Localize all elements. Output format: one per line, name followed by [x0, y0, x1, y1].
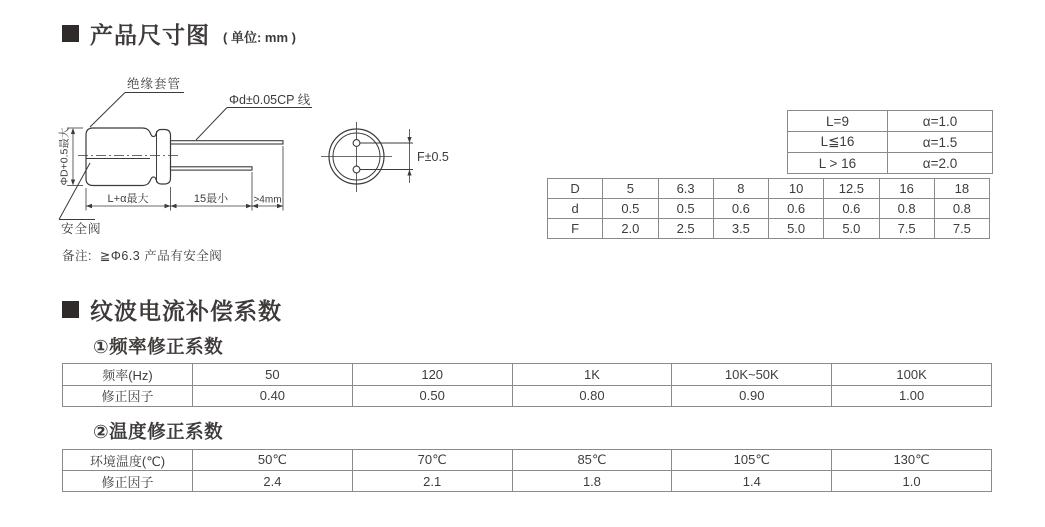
table-cell: α=1.0 — [888, 111, 993, 132]
table-cell: 0.8 — [879, 199, 934, 219]
section-dimensions-header — [62, 17, 296, 50]
temperature-subsection-title: ②温度修正系数 — [93, 421, 224, 442]
table-cell: 环境温度(℃) — [63, 450, 193, 471]
table-cell: 85℃ — [512, 450, 672, 471]
table-row — [63, 385, 992, 407]
table-row — [548, 179, 990, 199]
table-row — [63, 364, 992, 386]
table-cell: L > 16 — [788, 153, 888, 174]
table-cell: 5 — [603, 179, 658, 199]
table-row — [548, 199, 990, 219]
temperature-correction-table — [62, 449, 992, 492]
table-cell: 12.5 — [824, 179, 879, 199]
table-cell: 0.8 — [934, 199, 989, 219]
table-cell: 2.0 — [603, 219, 658, 239]
capacitor-dimension-drawing — [35, 68, 465, 268]
table-cell: 7.5 — [879, 219, 934, 239]
end-view — [321, 122, 413, 192]
table-cell: 1.4 — [672, 471, 832, 492]
body-diameter-label: ΦD+0.5最大 — [58, 127, 71, 186]
section-dimensions-unit: ( 单位: mm ) — [223, 30, 296, 45]
section-bullet-square — [62, 301, 79, 318]
table-cell: 10K~50K — [672, 364, 832, 386]
section-ripple-title: 纹波电流补偿系数 — [90, 298, 282, 324]
table-cell: 105℃ — [672, 450, 832, 471]
top-lead — [171, 141, 284, 144]
frequency-subsection-title: ①频率修正系数 — [93, 336, 224, 357]
table-cell: 1.00 — [832, 385, 992, 407]
table-cell: 6.3 — [658, 179, 713, 199]
table-cell: 5.0 — [824, 219, 879, 239]
capacitor-body-outline — [86, 128, 171, 186]
table-cell: 0.80 — [512, 385, 672, 407]
pin-pitch-label: F±0.5 — [417, 150, 449, 164]
table-cell: 120 — [352, 364, 512, 386]
table-row — [548, 219, 990, 239]
table-cell: 2.1 — [352, 471, 512, 492]
table-cell: 0.40 — [193, 385, 353, 407]
table-cell: 1K — [512, 364, 672, 386]
table-cell: 70℃ — [352, 450, 512, 471]
lead-wire-leader-line — [196, 108, 312, 141]
table-cell: 频率(Hz) — [63, 364, 193, 386]
table-cell: 100K — [832, 364, 992, 386]
table-row — [788, 132, 993, 153]
table-cell: 3.5 — [713, 219, 768, 239]
section-dimensions-title: 产品尺寸图 — [90, 22, 210, 48]
table-cell: 0.6 — [824, 199, 879, 219]
table-cell: d — [548, 199, 603, 219]
lead-dimension-table — [547, 178, 990, 239]
table-cell: L≦16 — [788, 132, 888, 153]
pin-hole-top — [353, 140, 360, 147]
safety-valve-label: 安全阀 — [61, 222, 102, 236]
table-cell: 50 — [193, 364, 353, 386]
table-row — [63, 450, 992, 471]
pin-hole-bottom — [353, 166, 360, 173]
table-cell: 0.50 — [352, 385, 512, 407]
section-ripple-header — [62, 293, 282, 326]
table-row — [63, 471, 992, 492]
dimension-note: 备注: ≧Φ6.3 产品有安全阀 — [62, 249, 223, 263]
section-bullet-square — [62, 25, 79, 42]
lead-wire-label: Φd±0.05CP 线 — [229, 93, 311, 107]
table-cell: D — [548, 179, 603, 199]
body-length-label: L+α最大 — [107, 193, 149, 205]
table-cell: 16 — [879, 179, 934, 199]
table-cell: 0.5 — [658, 199, 713, 219]
table-cell: 50℃ — [193, 450, 353, 471]
table-cell: 1.0 — [832, 471, 992, 492]
alpha-coefficient-table — [787, 110, 993, 174]
table-cell: 0.5 — [603, 199, 658, 219]
lead-length-min-label: 15最小 — [193, 193, 229, 205]
lead-tip-min-label: >4mm — [253, 194, 282, 206]
table-cell: 10 — [769, 179, 824, 199]
table-cell: 0.6 — [713, 199, 768, 219]
table-cell: 2.5 — [658, 219, 713, 239]
sleeve-leader-line — [90, 93, 184, 128]
table-cell: F — [548, 219, 603, 239]
bottom-lead — [171, 167, 253, 170]
table-cell: 1.8 — [512, 471, 672, 492]
table-cell: 130℃ — [832, 450, 992, 471]
sleeve-label: 绝缘套管 — [127, 77, 182, 91]
table-cell: 修正因子 — [63, 385, 193, 407]
table-cell: α=2.0 — [888, 153, 993, 174]
frequency-correction-table — [62, 363, 992, 407]
table-cell: 修正因子 — [63, 471, 193, 492]
table-cell: 8 — [713, 179, 768, 199]
table-cell: 18 — [934, 179, 989, 199]
table-cell: 2.4 — [193, 471, 353, 492]
table-row — [788, 153, 993, 174]
table-cell: L=9 — [788, 111, 888, 132]
table-cell: 0.90 — [672, 385, 832, 407]
arrow-up — [71, 128, 75, 134]
table-cell: 5.0 — [769, 219, 824, 239]
arrow-down — [71, 180, 75, 186]
table-cell: 0.6 — [769, 199, 824, 219]
table-cell: 7.5 — [934, 219, 989, 239]
table-row — [788, 111, 993, 132]
table-cell: α=1.5 — [888, 132, 993, 153]
